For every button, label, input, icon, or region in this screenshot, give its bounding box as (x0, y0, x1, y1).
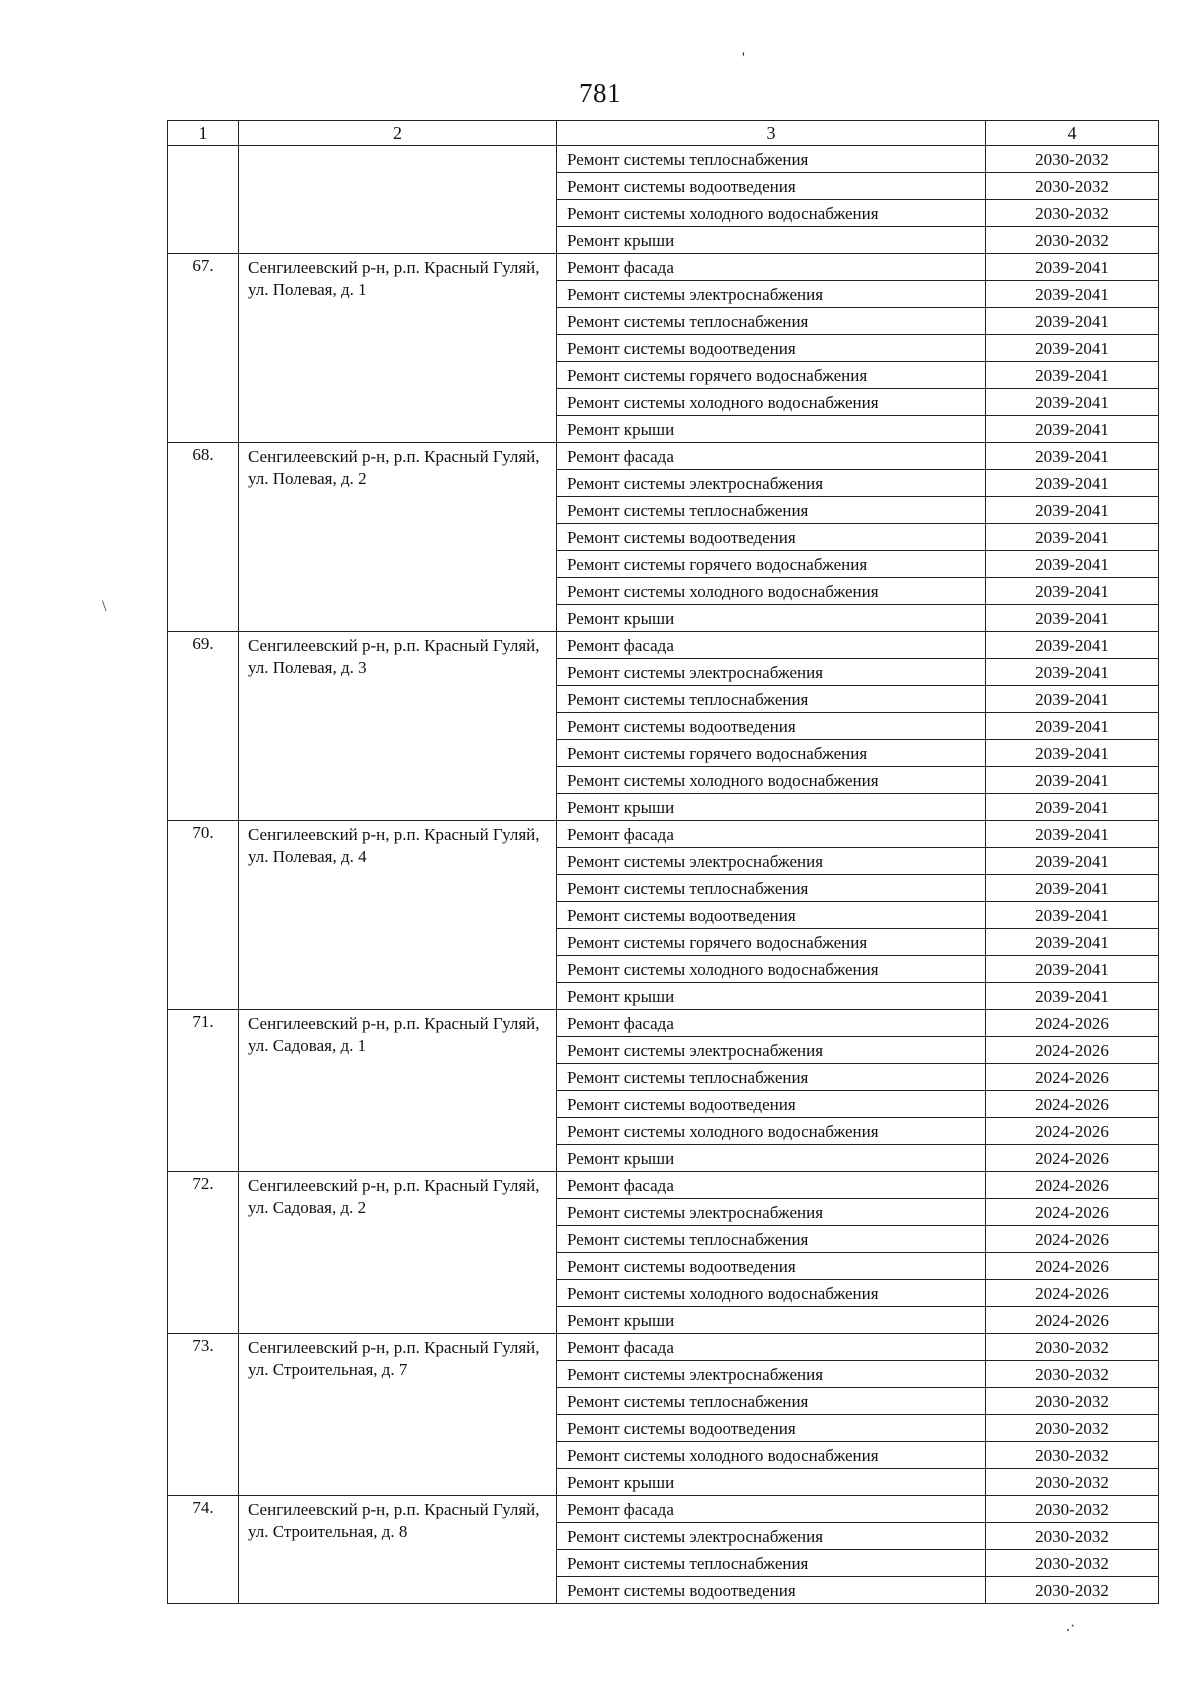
row-number: 73. (168, 1334, 239, 1496)
work-period: 2039-2041 (986, 713, 1159, 740)
work-period: 2039-2041 (986, 443, 1159, 470)
work-type: Ремонт системы электроснабжения (557, 470, 986, 497)
work-period: 2024-2026 (986, 1307, 1159, 1334)
work-type: Ремонт системы горячего водоснабжения (557, 740, 986, 767)
work-type: Ремонт системы водоотведения (557, 1253, 986, 1280)
work-type: Ремонт крыши (557, 1469, 986, 1496)
repair-schedule-table (167, 120, 1159, 1604)
work-period: 2039-2041 (986, 659, 1159, 686)
work-period: 2030-2032 (986, 146, 1159, 173)
work-type: Ремонт системы водоотведения (557, 1577, 986, 1604)
work-period: 2039-2041 (986, 686, 1159, 713)
row-address: Сенгилеевский р-н, р.п. Красный Гуляй, ул. Садовая, д. 2 (239, 1172, 557, 1334)
work-period: 2030-2032 (986, 1334, 1159, 1361)
work-period: 2039-2041 (986, 335, 1159, 362)
work-type: Ремонт системы теплоснабжения (557, 686, 986, 713)
work-type: Ремонт системы водоотведения (557, 524, 986, 551)
row-address: Сенгилеевский р-н, р.п. Красный Гуляй, ул. Строительная, д. 8 (239, 1496, 557, 1604)
table-row (168, 146, 1159, 173)
work-period: 2030-2032 (986, 1388, 1159, 1415)
row-address: Сенгилеевский р-н, р.п. Красный Гуляй, ул. Садовая, д. 1 (239, 1010, 557, 1172)
work-type: Ремонт системы горячего водоснабжения (557, 551, 986, 578)
work-type: Ремонт системы теплоснабжения (557, 1064, 986, 1091)
work-period: 2030-2032 (986, 1496, 1159, 1523)
work-type: Ремонт системы холодного водоснабжения (557, 1280, 986, 1307)
work-period: 2039-2041 (986, 875, 1159, 902)
row-number: 72. (168, 1172, 239, 1334)
work-type: Ремонт системы водоотведения (557, 902, 986, 929)
work-type: Ремонт системы холодного водоснабжения (557, 1442, 986, 1469)
work-period: 2030-2032 (986, 1361, 1159, 1388)
work-period: 2030-2032 (986, 1523, 1159, 1550)
row-address: Сенгилеевский р-н, р.п. Красный Гуляй, ул. Полевая, д. 2 (239, 443, 557, 632)
row-address: Сенгилеевский р-н, р.п. Красный Гуляй, ул. Строительная, д. 7 (239, 1334, 557, 1496)
table-row (168, 632, 1159, 659)
work-period: 2039-2041 (986, 389, 1159, 416)
work-type: Ремонт системы электроснабжения (557, 659, 986, 686)
row-number: 68. (168, 443, 239, 632)
page-number: 781 (579, 78, 621, 108)
scan-mark: .· (1066, 1618, 1076, 1635)
work-type: Ремонт системы водоотведения (557, 173, 986, 200)
work-type: Ремонт фасада (557, 254, 986, 281)
work-period: 2024-2026 (986, 1037, 1159, 1064)
table-row (168, 1496, 1159, 1523)
work-type: Ремонт фасада (557, 1172, 986, 1199)
work-period: 2039-2041 (986, 902, 1159, 929)
work-period: 2039-2041 (986, 308, 1159, 335)
work-type: Ремонт системы водоотведения (557, 1091, 986, 1118)
work-type: Ремонт фасада (557, 1334, 986, 1361)
work-period: 2039-2041 (986, 281, 1159, 308)
work-type: Ремонт системы холодного водоснабжения (557, 200, 986, 227)
work-period: 2039-2041 (986, 362, 1159, 389)
work-period: 2039-2041 (986, 416, 1159, 443)
column-header-address: 2 (239, 121, 557, 146)
work-period: 2039-2041 (986, 740, 1159, 767)
work-type: Ремонт фасада (557, 632, 986, 659)
work-period: 2039-2041 (986, 632, 1159, 659)
work-type: Ремонт крыши (557, 416, 986, 443)
column-header-period: 4 (986, 121, 1159, 146)
row-number: 69. (168, 632, 239, 821)
work-type: Ремонт крыши (557, 794, 986, 821)
row-number: 70. (168, 821, 239, 1010)
work-period: 2039-2041 (986, 821, 1159, 848)
work-type: Ремонт крыши (557, 605, 986, 632)
work-type: Ремонт системы электроснабжения (557, 281, 986, 308)
work-type: Ремонт системы водоотведения (557, 1415, 986, 1442)
work-period: 2024-2026 (986, 1172, 1159, 1199)
work-type: Ремонт системы электроснабжения (557, 1199, 986, 1226)
work-type: Ремонт системы теплоснабжения (557, 1550, 986, 1577)
work-type: Ремонт фасада (557, 821, 986, 848)
work-period: 2024-2026 (986, 1145, 1159, 1172)
work-period: 2024-2026 (986, 1091, 1159, 1118)
work-period: 2039-2041 (986, 956, 1159, 983)
work-period: 2024-2026 (986, 1010, 1159, 1037)
work-period: 2024-2026 (986, 1253, 1159, 1280)
work-period: 2039-2041 (986, 578, 1159, 605)
work-period: 2024-2026 (986, 1118, 1159, 1145)
work-period: 2024-2026 (986, 1199, 1159, 1226)
row-number (168, 146, 239, 254)
work-type: Ремонт системы холодного водоснабжения (557, 767, 986, 794)
work-period: 2039-2041 (986, 929, 1159, 956)
row-address: Сенгилеевский р-н, р.п. Красный Гуляй, ул. Полевая, д. 1 (239, 254, 557, 443)
table-row (168, 443, 1159, 470)
work-period: 2030-2032 (986, 200, 1159, 227)
work-period: 2030-2032 (986, 173, 1159, 200)
work-period: 2039-2041 (986, 767, 1159, 794)
work-type: Ремонт фасада (557, 1496, 986, 1523)
work-period: 2039-2041 (986, 848, 1159, 875)
table-row (168, 254, 1159, 281)
work-period: 2039-2041 (986, 794, 1159, 821)
work-period: 2039-2041 (986, 605, 1159, 632)
work-period: 2030-2032 (986, 1415, 1159, 1442)
row-number: 74. (168, 1496, 239, 1604)
work-type: Ремонт крыши (557, 227, 986, 254)
work-period: 2030-2032 (986, 1577, 1159, 1604)
row-number: 71. (168, 1010, 239, 1172)
work-type: Ремонт системы электроснабжения (557, 1523, 986, 1550)
work-type: Ремонт крыши (557, 1307, 986, 1334)
work-type: Ремонт системы электроснабжения (557, 848, 986, 875)
work-type: Ремонт системы теплоснабжения (557, 308, 986, 335)
work-period: 2039-2041 (986, 497, 1159, 524)
column-header-work: 3 (557, 121, 986, 146)
work-period: 2030-2032 (986, 1550, 1159, 1577)
work-period: 2039-2041 (986, 254, 1159, 281)
work-type: Ремонт системы холодного водоснабжения (557, 578, 986, 605)
scan-mark: \ (102, 598, 107, 615)
work-type: Ремонт системы теплоснабжения (557, 1388, 986, 1415)
work-type: Ремонт крыши (557, 1145, 986, 1172)
work-period: 2024-2026 (986, 1226, 1159, 1253)
work-period: 2030-2032 (986, 227, 1159, 254)
work-type: Ремонт фасада (557, 443, 986, 470)
work-type: Ремонт системы холодного водоснабжения (557, 389, 986, 416)
work-type: Ремонт крыши (557, 983, 986, 1010)
work-period: 2024-2026 (986, 1064, 1159, 1091)
row-address: Сенгилеевский р-н, р.п. Красный Гуляй, ул. Полевая, д. 4 (239, 821, 557, 1010)
row-number: 67. (168, 254, 239, 443)
work-period: 2030-2032 (986, 1469, 1159, 1496)
work-type: Ремонт системы водоотведения (557, 335, 986, 362)
work-type: Ремонт системы горячего водоснабжения (557, 929, 986, 956)
work-type: Ремонт системы холодного водоснабжения (557, 1118, 986, 1145)
row-address (239, 146, 557, 254)
table-row (168, 1010, 1159, 1037)
work-type: Ремонт системы теплоснабжения (557, 146, 986, 173)
table-body (168, 146, 1159, 1604)
work-period: 2039-2041 (986, 470, 1159, 497)
header-row (168, 121, 1159, 146)
work-type: Ремонт системы теплоснабжения (557, 875, 986, 902)
work-type: Ремонт системы электроснабжения (557, 1361, 986, 1388)
work-type: Ремонт системы теплоснабжения (557, 1226, 986, 1253)
work-period: 2030-2032 (986, 1442, 1159, 1469)
work-type: Ремонт системы горячего водоснабжения (557, 362, 986, 389)
work-type: Ремонт системы электроснабжения (557, 1037, 986, 1064)
scan-mark: ' (742, 50, 745, 67)
table-row (168, 1172, 1159, 1199)
row-address: Сенгилеевский р-н, р.п. Красный Гуляй, ул. Полевая, д. 3 (239, 632, 557, 821)
work-period: 2039-2041 (986, 983, 1159, 1010)
work-type: Ремонт системы теплоснабжения (557, 497, 986, 524)
table-row (168, 821, 1159, 848)
work-type: Ремонт фасада (557, 1010, 986, 1037)
work-period: 2039-2041 (986, 551, 1159, 578)
work-type: Ремонт системы водоотведения (557, 713, 986, 740)
work-period: 2024-2026 (986, 1280, 1159, 1307)
column-header-number: 1 (168, 121, 239, 146)
table-row (168, 1334, 1159, 1361)
work-type: Ремонт системы холодного водоснабжения (557, 956, 986, 983)
work-period: 2039-2041 (986, 524, 1159, 551)
